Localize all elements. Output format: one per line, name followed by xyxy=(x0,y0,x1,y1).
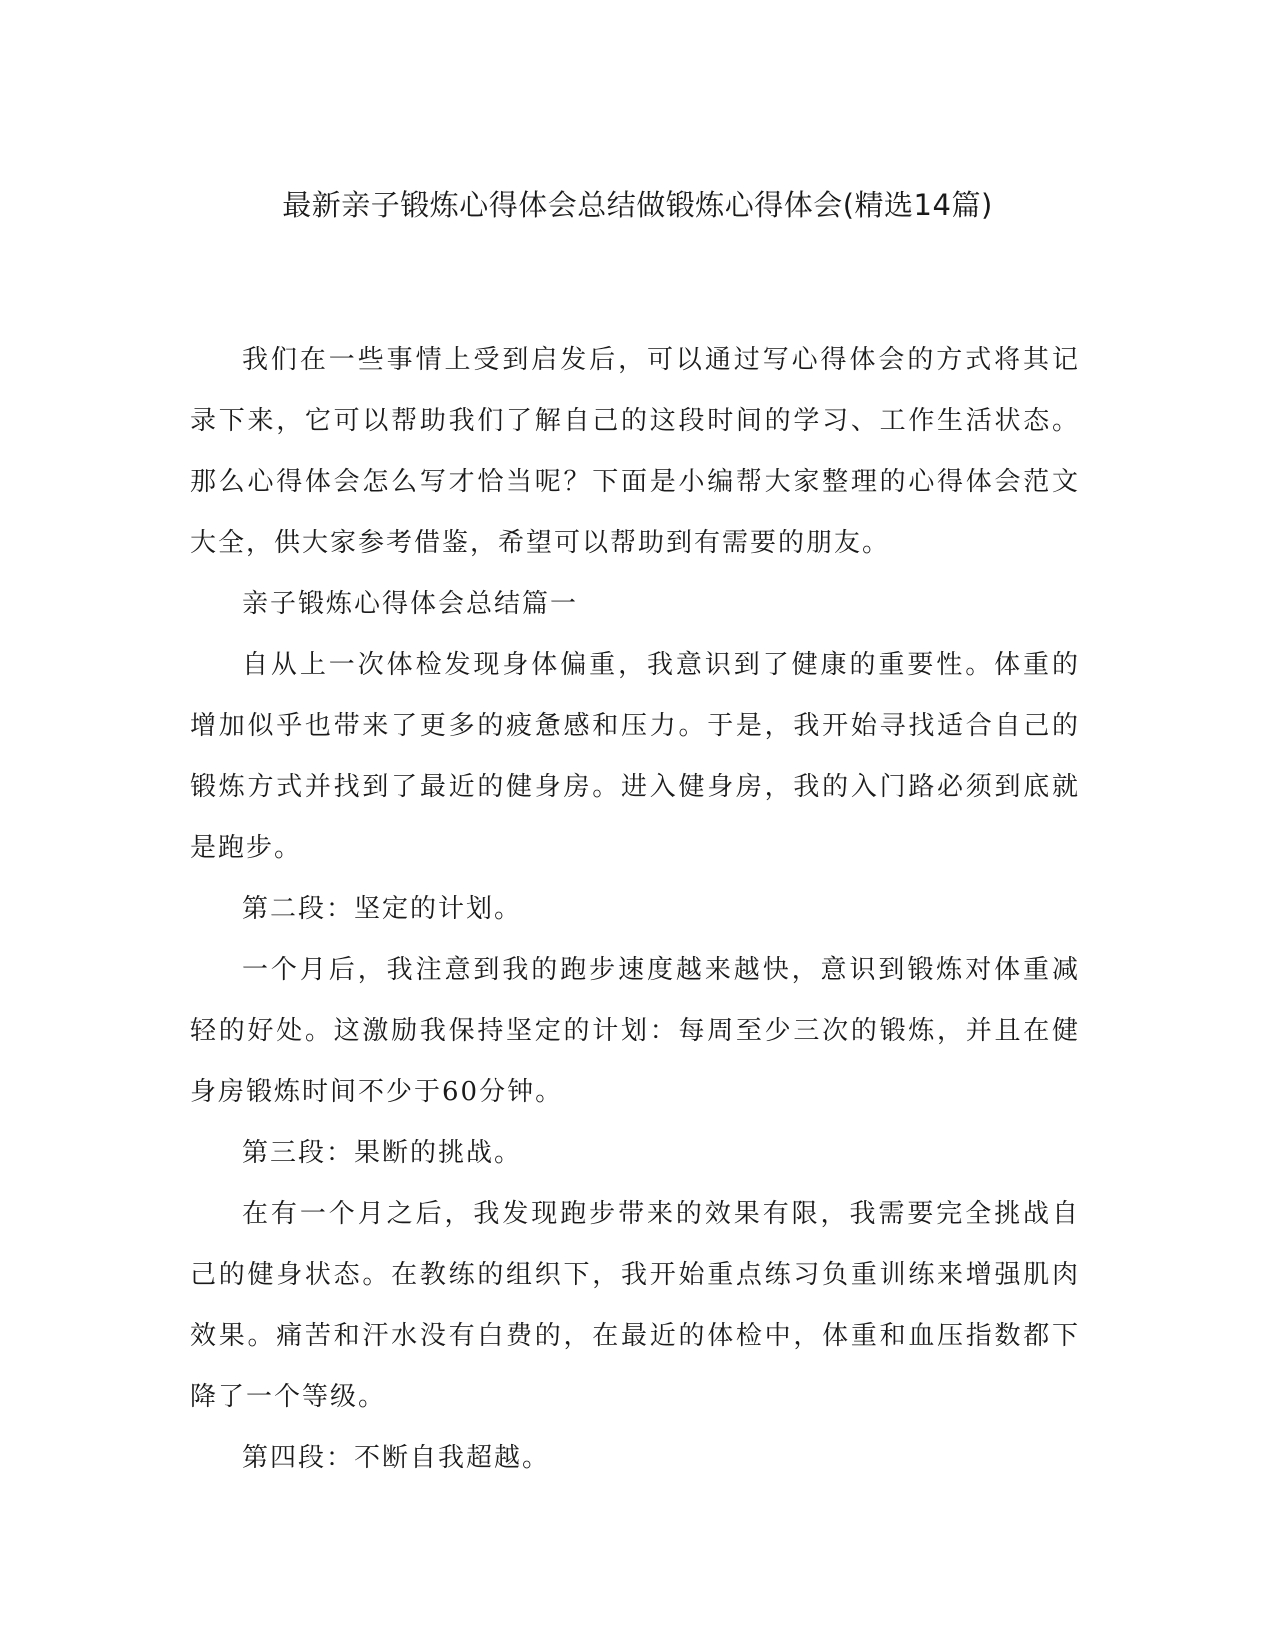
document-title: 最新亲子锻炼心得体会总结做锻炼心得体会(精选14篇) xyxy=(282,188,993,222)
document-body xyxy=(190,330,1080,1489)
section-heading: 第二段：坚定的计划。 xyxy=(242,894,523,924)
section-heading: 亲子锻炼心得体会总结篇一 xyxy=(242,589,579,619)
intro-paragraph: 我们在一些事情上受到启发后，可以通过写心得体会的方式将其记录下来，它可以帮助我们了解自己的这段时间的学习、工作生活状态。那么心得体会怎么写才恰当呢？下面是小编帮大家整理的心得体会范文大全，供大家参考借鉴，希望可以帮助到有需要的朋友。 xyxy=(190,345,1080,558)
section-heading: 第三段：果断的挑战。 xyxy=(242,1138,523,1168)
body-paragraph: 自从上一次体检发现身体偏重，我意识到了健康的重要性。体重的增加似乎也带来了更多的疲惫感和压力。于是，我开始寻找适合自己的锻炼方式并找到了最近的健身房。进入健身房，我的入门路必须到底就是跑步。 xyxy=(190,650,1080,863)
body-paragraph: 一个月后，我注意到我的跑步速度越来越快，意识到锻炼对体重减轻的好处。这激励我保持坚定的计划：每周至少三次的锻炼，并且在健身房锻炼时间不少于60分钟。 xyxy=(190,955,1080,1107)
section-heading: 第四段：不断自我超越。 xyxy=(242,1443,551,1473)
body-paragraph: 在有一个月之后，我发现跑步带来的效果有限，我需要完全挑战自己的健身状态。在教练的组织下，我开始重点练习负重训练来增强肌肉效果。痛苦和汗水没有白费的，在最近的体检中，体重和血压指数都下降了一个等级。 xyxy=(190,1199,1080,1412)
